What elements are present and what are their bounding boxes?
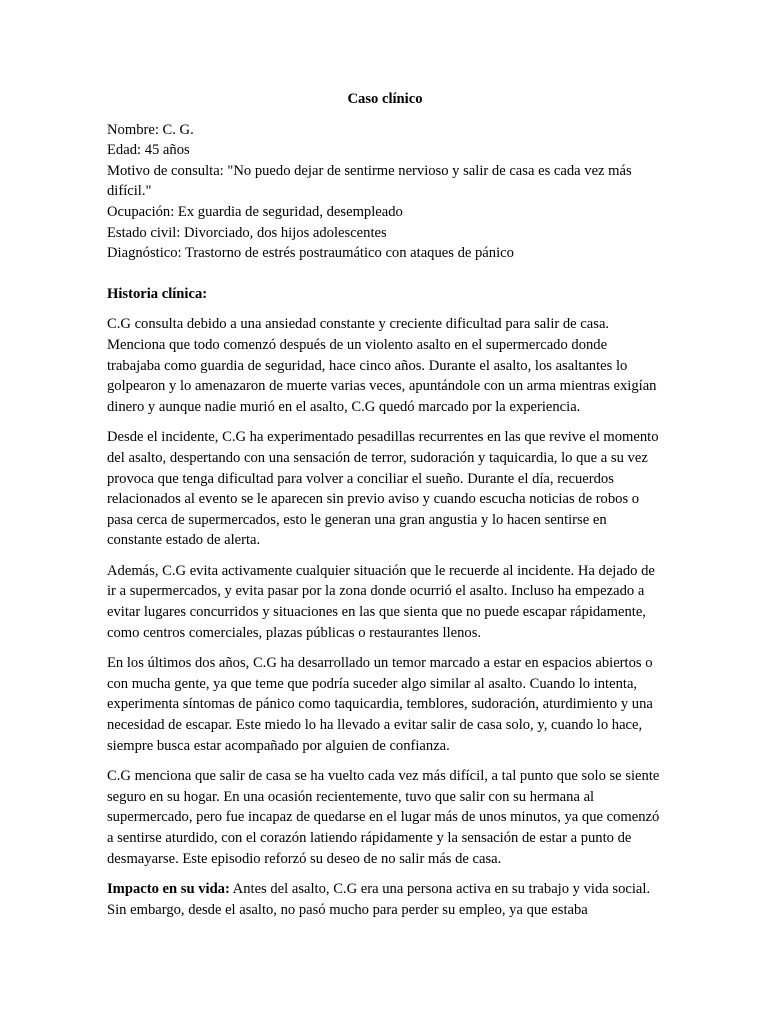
info-civil-status: Estado civil: Divorciado, dos hijos adolescentes xyxy=(107,224,387,241)
info-diagnosis: Diagnóstico: Trastorno de estrés postraumático con ataques de pánico xyxy=(107,245,514,262)
impact-label: Impacto en su vida: xyxy=(107,881,230,898)
impact-text: Antes del asalto, C.G era una persona activa en su trabajo y vida social. Sin embargo, desde el asalto, no pasó mucho para perder su empleo, ya que estaba xyxy=(107,881,651,918)
history-paragraph-3: Además, C.G evita activamente cualquier situación que le recuerde al incidente. Ha dejado de ir a supermercados, y evita pasar por la zona donde ocurrió el asalto. Incluso ha empezado a evitar lugares concurridos y situaciones en las que sienta que no puede escapar rápidamente, como centros comerciales, plazas públicas o restaurantes llenos. xyxy=(107,562,655,641)
document-title: Caso clínico xyxy=(347,91,423,107)
history-paragraph-4: En los últimos dos años, C.G ha desarrollado un temor marcado a estar en espacios abiertos o con mucha gente, ya que teme que podría suceder algo similar al asalto. Cuando lo intenta, experimenta síntomas de pánico como taquicardia, temblores, sudoración, aturdimiento y una necesidad de escapar. Este miedo lo ha llevado a evitar salir de casa solo, y, cuando lo hace, siempre busca estar acompañado por alguien de confianza. xyxy=(107,655,653,754)
patient-info xyxy=(107,120,663,264)
impact-paragraph xyxy=(107,879,663,920)
history-paragraph-1: C.G consulta debido a una ansiedad constante y creciente dificultad para salir de casa. Menciona que todo comenzó después de un violento asalto en el supermercado donde trabajaba como guardia de seguridad, hace cinco años. Durante el asalto, los asaltantes lo golpearon y lo amenazaron de muerte varias veces, apuntándole con un arma mientras exigían dinero y aunque nadie murió en el asalto, C.G quedó marcado por la experiencia. xyxy=(107,316,657,415)
info-consultation-reason: Motivo de consulta: "No puedo dejar de sentirme nervioso y salir de casa es cada vez más difícil." xyxy=(107,162,632,200)
history-heading: Historia clínica: xyxy=(107,285,208,302)
info-age: Edad: 45 años xyxy=(107,142,190,159)
history-paragraph-2: Desde el incidente, C.G ha experimentado pesadillas recurrentes en las que revive el momento del asalto, despertando con una sensación de terror, sudoración y taquicardia, lo que a su vez provoca que tenga dificultad para volver a conciliar el sueño. Durante el día, recuerdos relacionados al evento se le aparecen sin previo aviso y cuando escucha noticias de robos o pasa cerca de supermercados, esto le generan una gran angustia y lo hacen sentirse en constante estado de alerta. xyxy=(107,429,659,549)
document-page xyxy=(107,89,663,930)
history-paragraph-5: C.G menciona que salir de casa se ha vuelto cada vez más difícil, a tal punto que solo se siente seguro en su hogar. En una ocasión recientemente, tuvo que salir con su hermana al supermercado, pero fue incapaz de quedarse en el lugar más de unos minutos, ya que comenzó a sentirse aturdido, con el corazón latiendo rápidamente y la sensación de estar a punto de desmayarse. Este episodio reforzó su deseo de no salir más de casa. xyxy=(107,768,660,867)
info-occupation: Ocupación: Ex guardia de seguridad, desempleado xyxy=(107,203,403,220)
info-name: Nombre: C. G. xyxy=(107,121,194,138)
